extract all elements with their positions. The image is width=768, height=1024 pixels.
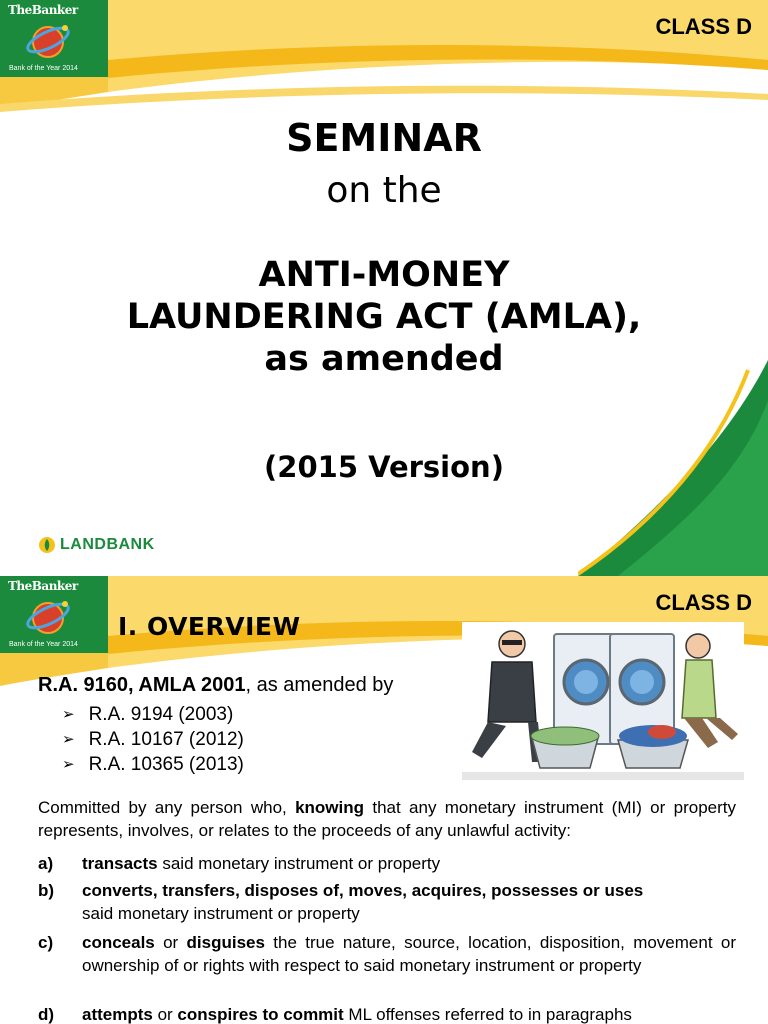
globe-icon [26, 20, 72, 62]
landbank-emblem-icon [38, 536, 56, 554]
list-item: ➢ R.A. 10365 (2013) [62, 754, 244, 775]
overview-heading: I. OVERVIEW [118, 612, 301, 641]
ra-9160-title [38, 674, 393, 697]
amendments-list [62, 702, 244, 777]
the-banker-logo [0, 0, 108, 77]
seminar-subtitle: on the [326, 170, 442, 211]
landbank-name: LANDBANK [60, 536, 155, 553]
offense-item-c: c) conceals or disguises the true nature, source, location, disposition, movement or ownership of or rights with respect to said monetary instrument or property [38, 933, 736, 975]
definition-intro: Committed by any person who, knowing that any monetary instrument (MI) or property represents, involves, or relates to the proceeds of any unlawful activity: [38, 798, 736, 840]
footer-swoosh [578, 360, 768, 576]
the-banker-logo [0, 576, 108, 653]
main-title-line-1: ANTI-MONEY [258, 255, 510, 295]
logo-title: TheBanker [8, 3, 78, 17]
list-item: ➢ R.A. 9194 (2003) [62, 704, 234, 725]
overview-slide [0, 576, 768, 1024]
logo-subtitle: Bank of the Year 2014 [9, 65, 78, 72]
landbank-logo [38, 536, 155, 554]
offense-item-a: a) transacts said monetary instrument or property [38, 854, 441, 873]
arrow-bullet-icon: ➢ [62, 731, 75, 748]
list-item: ➢ R.A. 10167 (2012) [62, 729, 244, 750]
ra-9160-bold: R.A. 9160, AMLA 2001 [38, 674, 246, 696]
main-title-line-2: LAUNDERING ACT (AMLA), [126, 297, 642, 337]
class-label: CLASS D [655, 14, 752, 39]
ra-9160-rest: , as amended by [245, 674, 394, 696]
version-label: (2015 Version) [264, 450, 504, 484]
money-laundering-illustration [462, 622, 744, 780]
arrow-bullet-icon: ➢ [62, 706, 75, 723]
offense-item-d: d) attempts or conspires to commit ML offenses referred to in paragraphs [38, 1005, 632, 1024]
class-label: CLASS D [655, 590, 752, 615]
globe-icon [26, 596, 72, 638]
arrow-bullet-icon: ➢ [62, 756, 75, 773]
logo-title: TheBanker [8, 579, 78, 593]
main-title-line-3: as amended [264, 339, 504, 379]
seminar-title: SEMINAR [286, 116, 482, 160]
offense-item-b: b) converts, transfers, disposes of, moves, acquires, possesses or uses said monetary instrument or property [38, 881, 644, 923]
logo-subtitle: Bank of the Year 2014 [9, 641, 78, 648]
